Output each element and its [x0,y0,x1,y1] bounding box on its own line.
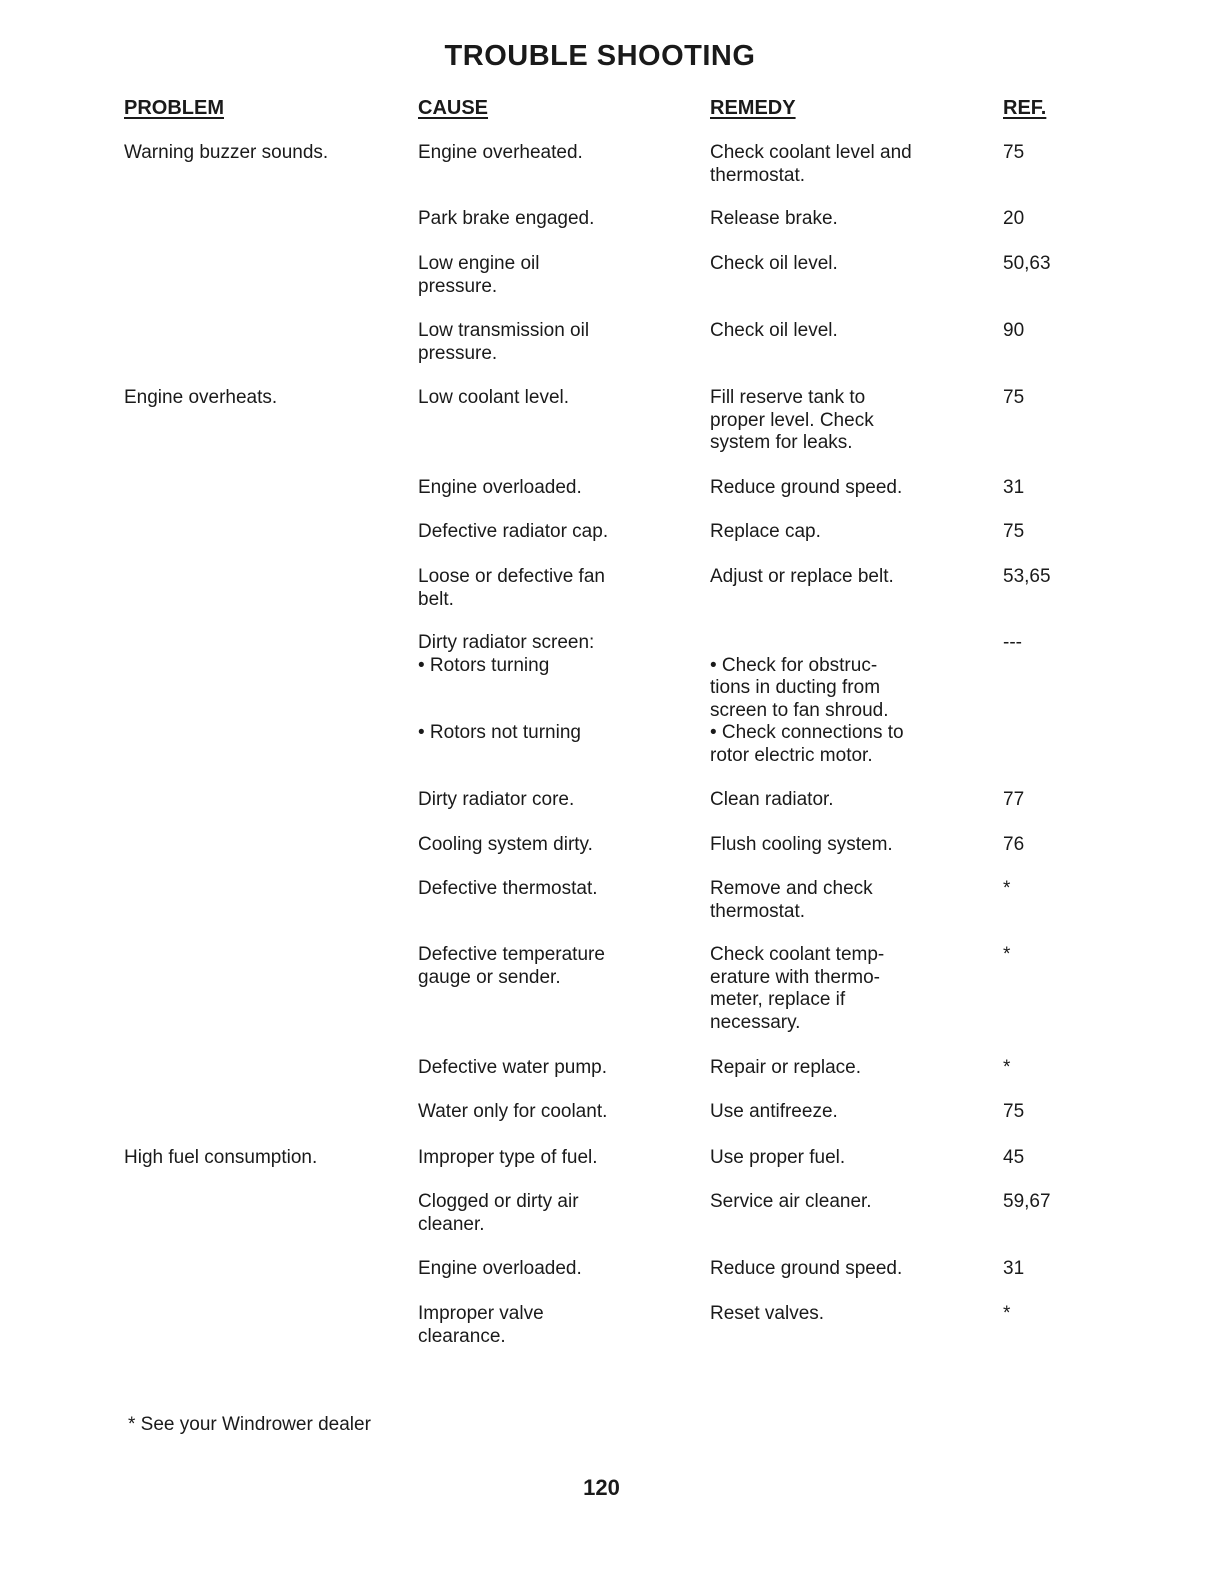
cause-cell [418,1303,678,1348]
cause-cell-line: Improper type of fuel. [418,1147,598,1168]
cause-cell-line: belt. [418,588,454,610]
remedy-cell [710,1191,960,1214]
problem-cell: High fuel consumption. [124,1147,318,1168]
ref-cell: * [1003,1303,1011,1324]
remedy-cell [710,521,960,544]
remedy-cell [710,253,960,276]
cause-cell-line: Water only for coolant. [418,1101,608,1122]
remedy-cell-line: Check oil level. [710,253,838,274]
ref-cell: 50,63 [1003,253,1051,274]
ref-cell: 31 [1003,1258,1025,1279]
remedy-cell [710,878,960,923]
remedy-cell-line [710,632,960,655]
remedy-cell [710,1101,960,1124]
ref-cell: 75 [1003,142,1025,163]
cause-cell-line: Park brake engaged. [418,208,595,229]
header-problem: PROBLEM [124,97,224,119]
remedy-cell-line: screen to fan shroud. [710,699,889,721]
cause-cell-line: Dirty radiator screen: [418,632,595,653]
cause-cell [418,1258,678,1281]
cause-cell [418,521,678,544]
cause-cell-line: pressure. [418,342,498,364]
cause-cell [418,632,678,745]
remedy-cell [710,387,960,455]
ref-cell: 75 [1003,1101,1025,1122]
cause-cell-line: Improper valve [418,1303,544,1324]
ref-cell: --- [1003,632,1022,653]
remedy-cell [710,208,960,231]
remedy-cell-line: erature with thermo- [710,966,881,988]
remedy-cell-line: Check coolant temp- [710,944,885,965]
remedy-cell-line: Use antifreeze. [710,1101,838,1122]
header-ref: REF. [1003,97,1047,119]
remedy-cell-line: Reduce ground speed. [710,477,903,498]
remedy-cell [710,1303,960,1326]
cause-cell-line: pressure. [418,275,498,297]
cause-cell [418,834,678,857]
remedy-cell-line: Repair or replace. [710,1057,862,1078]
ref-cell: 59,67 [1003,1191,1051,1212]
problem-cell: Engine overheats. [124,387,278,408]
cause-cell-line: Engine overloaded. [418,1258,582,1279]
cause-cell-line: clearance. [418,1325,506,1347]
cause-cell [418,253,678,298]
cause-cell-line: Cooling system dirty. [418,834,593,855]
cause-cell-line: Engine overloaded. [418,477,582,498]
remedy-cell [710,789,960,812]
remedy-cell-line: Clean radiator. [710,789,834,810]
header-remedy: REMEDY [710,97,796,119]
remedy-cell [710,1147,960,1170]
ref-cell: 75 [1003,521,1025,542]
remedy-cell-line: Check coolant level and [710,142,912,163]
cause-cell-line: cleaner. [418,1213,485,1235]
cause-cell-line [418,677,678,700]
remedy-cell-line: Adjust or replace belt. [710,566,894,587]
remedy-cell-line: Service air cleaner. [710,1191,872,1212]
remedy-cell [710,1258,960,1281]
ref-cell: 20 [1003,208,1025,229]
cause-cell-line: • Rotors not turning [418,722,581,743]
remedy-cell [710,142,960,187]
remedy-cell-line: Fill reserve tank to [710,387,866,408]
remedy-cell-line: Use proper fuel. [710,1147,846,1168]
remedy-cell [710,320,960,343]
remedy-cell [710,477,960,500]
cause-cell [418,208,678,231]
remedy-cell-line: proper level. Check [710,409,874,431]
cause-cell-line: Defective thermostat. [418,878,598,899]
cause-cell-line: Engine overheated. [418,142,583,163]
cause-cell [418,878,678,901]
cause-cell [418,1147,678,1170]
remedy-cell [710,1057,960,1080]
remedy-cell-line: Reduce ground speed. [710,1258,903,1279]
cause-cell [418,320,678,365]
remedy-cell-line: Replace cap. [710,521,821,542]
ref-cell: 75 [1003,387,1025,408]
ref-cell: 77 [1003,789,1025,810]
cause-cell [418,387,678,410]
cause-cell-line: Defective radiator cap. [418,521,609,542]
remedy-cell-line: • Check connections to [710,722,904,743]
remedy-cell-line: system for leaks. [710,432,853,453]
ref-cell: 31 [1003,477,1025,498]
remedy-cell-line: Reset valves. [710,1303,825,1324]
remedy-cell-line: Flush cooling system. [710,834,893,855]
remedy-cell [710,632,960,767]
remedy-cell [710,834,960,857]
cause-cell-line: Low transmission oil [418,320,590,341]
remedy-cell-line: Release brake. [710,208,838,229]
remedy-cell-line: Remove and check [710,878,873,899]
ref-cell: 90 [1003,320,1025,341]
cause-cell-line [418,700,678,723]
ref-cell: * [1003,944,1011,965]
footnote: * See your Windrower dealer [128,1414,371,1435]
cause-cell [418,1191,678,1236]
cause-cell-line: Defective temperature [418,944,605,965]
ref-cell: * [1003,878,1011,899]
remedy-cell-line: • Check for obstruc- [710,654,878,676]
problem-cell: Warning buzzer sounds. [124,142,329,163]
cause-cell [418,789,678,812]
remedy-cell-line: thermostat. [710,164,806,186]
remedy-cell-line: Check oil level. [710,320,838,341]
cause-cell [418,1057,678,1080]
page-number: 120 [583,1475,620,1500]
ref-cell: 76 [1003,834,1025,855]
cause-cell-line: Low engine oil [418,253,540,274]
cause-cell-line: gauge or sender. [418,966,561,988]
remedy-cell-line: rotor electric motor. [710,744,873,766]
cause-cell [418,1101,678,1124]
cause-cell [418,142,678,165]
cause-cell [418,944,678,989]
page-title: TROUBLE SHOOTING [444,40,756,72]
remedy-cell-line: meter, replace if [710,989,846,1010]
ref-cell: 45 [1003,1147,1025,1168]
header-cause: CAUSE [418,97,489,119]
cause-cell-line: Defective water pump. [418,1057,608,1078]
ref-cell: * [1003,1057,1011,1078]
remedy-cell [710,566,960,589]
cause-cell-line: Dirty radiator core. [418,789,575,810]
cause-cell-line: Loose or defective fan [418,566,605,587]
cause-cell-line: Low coolant level. [418,387,570,408]
remedy-cell-line: tions in ducting from [710,677,881,698]
remedy-cell [710,944,960,1034]
cause-cell [418,566,678,611]
ref-cell: 53,65 [1003,566,1051,587]
cause-cell-line: • Rotors turning [418,654,550,676]
remedy-cell-line: thermostat. [710,900,806,922]
cause-cell-line: Clogged or dirty air [418,1191,579,1212]
cause-cell [418,477,678,500]
remedy-cell-line: necessary. [710,1011,801,1033]
